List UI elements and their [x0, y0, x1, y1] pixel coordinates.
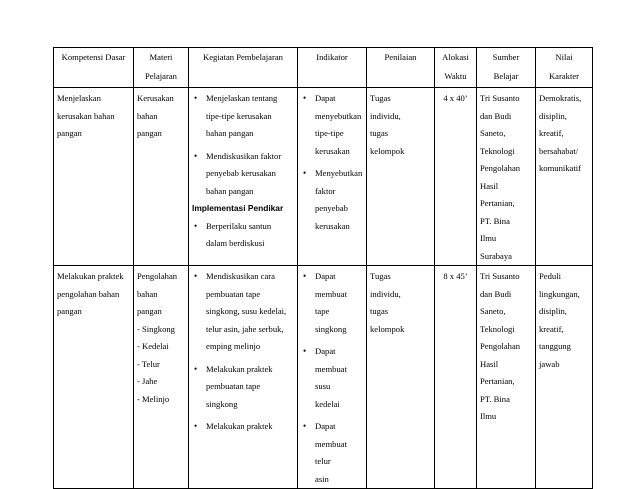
table-row [54, 266, 593, 489]
cell-nilai [536, 266, 593, 489]
cell-materi [134, 88, 189, 266]
bullet-line: tipe-tipe [315, 128, 344, 138]
cell-line: kelompok [370, 145, 405, 156]
cell-line: Hasil [480, 180, 499, 191]
bullet-item [301, 418, 363, 488]
bullet-item [301, 90, 363, 160]
bullet-list [301, 90, 363, 235]
bullet-line: • Menyebutkan [315, 168, 363, 178]
cell-line: jawab [539, 358, 560, 369]
bullet-list [192, 90, 294, 200]
cell-line: Pengolahan [480, 163, 521, 173]
bullet-line: singkong, susu kedelai, [206, 306, 287, 316]
bullet-line: membuat tape [315, 288, 347, 316]
bullet-line: • Dapat [315, 421, 336, 431]
cell-line: - Singkong [137, 323, 175, 334]
cell-line: Surabaya [480, 250, 512, 261]
cell-line: Saneto, [480, 128, 506, 138]
bullet-line: emping melinjo [206, 341, 261, 351]
cell-line: kreatif, [539, 128, 564, 138]
bullet-item [192, 361, 294, 414]
cell-line: Hasil [480, 358, 499, 369]
cell-line: Menjelaskan [57, 93, 101, 103]
cell-line: Pengolahan [480, 341, 521, 351]
bullet-item [301, 343, 363, 413]
implementasi-pendikar-heading: Implementasi Pendikar [192, 203, 284, 213]
cell-line: Teknologi [480, 323, 515, 334]
cell-line: - Kedelai [137, 341, 169, 351]
header-sumber: Sumber Belajar [477, 48, 536, 88]
cell-line: individu, [370, 288, 401, 299]
cell-line: bahan [137, 110, 158, 121]
cell-kegiatan [189, 266, 298, 489]
bullet-line: membuat telur [315, 438, 347, 466]
bullet-line: kerusakan [315, 145, 350, 156]
cell-alokasi: 8 x 45’ [435, 266, 477, 489]
cell-line: komunikatif [539, 163, 582, 173]
cell-line: lingkungan, [539, 288, 580, 299]
header-kompetensi: Kompetensi Dasar [54, 48, 134, 88]
cell-line: Tugas [370, 271, 391, 281]
bullet-line: • Dapat [315, 346, 336, 356]
cell-line: PT. Bina [480, 393, 510, 404]
bullet-list [192, 268, 294, 436]
bullet-line: menyebutkan [315, 110, 362, 121]
cell-line: Peduli [539, 271, 561, 281]
cell-line: Melakukan praktek [57, 271, 124, 281]
bullet-line: • Melakukan praktek [206, 363, 273, 374]
cell-line: Tri Susanto [480, 93, 520, 103]
cell-line: tanggung [539, 341, 571, 351]
bullet-item [192, 418, 294, 436]
bullet-line: tipe-tipe kerusakan [206, 110, 272, 121]
header-kegiatan: Kegiatan Pembelajaran [189, 48, 298, 88]
bullet-line: asin [315, 473, 329, 484]
cell-line: Pertanian, [480, 198, 515, 208]
bullet-item [301, 268, 363, 338]
header-nilai: Nilai Karakter [536, 48, 593, 88]
header-row [54, 48, 593, 88]
bullet-line: • Berperilaku santun [206, 220, 272, 231]
cell-line: PT. Bina [480, 215, 510, 226]
cell-line: Tri Susanto [480, 271, 520, 281]
cell-line: - Melinjo [137, 393, 170, 404]
bullet-line: faktor [315, 185, 336, 196]
cell-line: kreatif, [539, 323, 564, 334]
lesson-plan-table [53, 47, 593, 489]
cell-line: pangan [137, 306, 162, 316]
cell-line: dan Budi [480, 110, 512, 121]
cell-line: tugas [370, 128, 389, 138]
cell-alokasi: 4 x 40’ [435, 88, 477, 266]
bullet-line: bahan pangan [206, 185, 254, 196]
cell-line: pengolahan bahan [57, 288, 120, 299]
bullet-item [192, 148, 294, 201]
bullet-list [192, 218, 294, 253]
bullet-line: pembuatan tape [206, 288, 261, 299]
cell-line: disiplin, [539, 110, 567, 121]
header-penilaian: Penilaian [367, 48, 435, 88]
bullet-line: penyebab [315, 203, 348, 213]
bullet-line: penyebab kerusakan [206, 168, 276, 178]
cell-line: bersahabat/ [539, 145, 579, 156]
header-materi: Materi Pelajaran [134, 48, 189, 88]
cell-line: Teknologi [480, 145, 515, 156]
cell-line: pangan [57, 306, 82, 316]
cell-materi [134, 266, 189, 489]
cell-line: kerusakan bahan [57, 110, 115, 121]
cell-line: tugas [370, 306, 389, 316]
cell-line: Pertanian, [480, 376, 515, 386]
bullet-line: bahan pangan [206, 128, 254, 138]
cell-line: pangan [137, 128, 162, 138]
cell-penilaian [367, 88, 435, 266]
cell-sumber [477, 88, 536, 266]
cell-indikator [298, 88, 367, 266]
cell-kompetensi [54, 88, 134, 266]
bullet-line: • Melakukan praktek [206, 421, 273, 431]
bullet-line: • Dapat [315, 93, 336, 103]
bullet-line: • Menjelaskan tentang [206, 93, 278, 103]
cell-kompetensi [54, 266, 134, 489]
bullet-item [192, 90, 294, 143]
bullet-line: membuat susu [315, 363, 347, 391]
bullet-list [301, 268, 363, 488]
cell-line: Ilmu [480, 233, 497, 243]
bullet-line: • Mendiskusikan faktor [206, 150, 282, 161]
cell-line: dan Budi [480, 288, 512, 299]
cell-line: - Jahe [137, 376, 158, 386]
header-indikator: Indikator [298, 48, 367, 88]
bullet-line: • Dapat [315, 271, 336, 281]
bullet-line: singkong [315, 323, 347, 334]
cell-nilai [536, 88, 593, 266]
cell-line: Tugas [370, 93, 391, 103]
cell-line: kelompok [370, 323, 405, 334]
cell-line: Pengolahan [137, 271, 178, 281]
bullet-line: pembuatan tape [206, 381, 261, 391]
bullet-line: singkong [206, 398, 238, 409]
table-row [54, 88, 593, 266]
cell-line: - Telur [137, 358, 160, 369]
bullet-line: telur asin, jahe serbuk, [206, 323, 284, 334]
cell-line: Saneto, [480, 306, 506, 316]
bullet-line: dalam berdiskusi [206, 238, 265, 248]
bullet-item [192, 218, 294, 253]
bullet-item [301, 165, 363, 235]
cell-indikator [298, 266, 367, 489]
cell-kegiatan [189, 88, 298, 266]
bullet-line: kedelai [315, 398, 340, 409]
cell-line: bahan [137, 288, 158, 299]
cell-penilaian [367, 266, 435, 489]
cell-line: individu, [370, 110, 401, 121]
cell-sumber [477, 266, 536, 489]
bullet-line: kerusakan [315, 220, 350, 231]
cell-line: pangan [57, 128, 82, 138]
bullet-line: • Mendiskusikan cara [206, 271, 275, 281]
header-alokasi: Alokasi Waktu [435, 48, 477, 88]
bullet-item [192, 268, 294, 356]
cell-line: Ilmu [480, 411, 497, 421]
cell-line: Demokratis, [539, 93, 582, 103]
cell-line: Kerusakan [137, 93, 174, 103]
cell-line: disiplin, [539, 306, 567, 316]
